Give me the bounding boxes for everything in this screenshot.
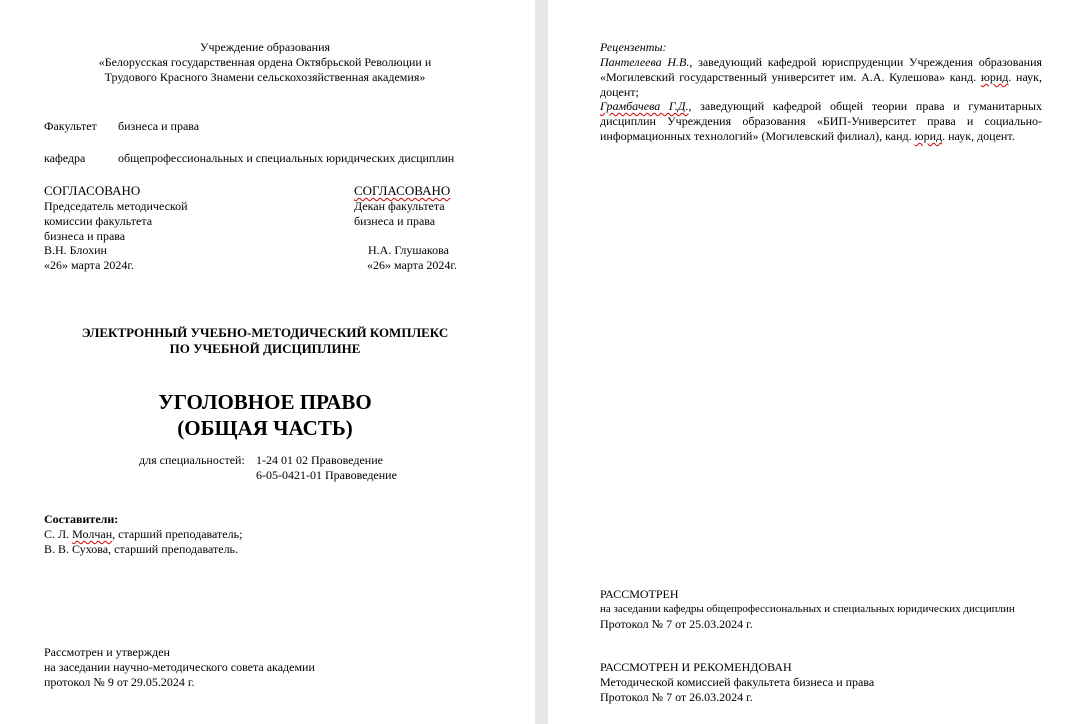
department-value: общепрофессиональных и специальных юридических дисциплин (118, 151, 455, 165)
approval-right-heading: СОГЛАСОВАНО (354, 183, 451, 198)
institution-line-2: «Белорусская государственная ордена Октябрьской Революции и (98, 55, 432, 69)
approved-line-2: на заседании научно-методического совета академии (44, 660, 315, 674)
document-page-right (548, 0, 1089, 724)
reviewers-heading: Рецензенты: (600, 40, 667, 54)
specialty-2: 6-05-0421-01 Правоведение (256, 468, 397, 482)
reviewer-2-degree: . наук, доцент. (942, 129, 1015, 143)
complex-title-line-1: ЭЛЕКТРОННЫЙ УЧЕБНО-МЕТОДИЧЕСКИЙ КОМПЛЕКС (81, 325, 449, 340)
approved-line-1: Рассмотрен и утвержден (44, 645, 170, 659)
reviewer-1-name: Пантелеева Н.В. (600, 55, 690, 69)
reviewer-2-position: , заведующий кафедрой общей теории права и гуманитарных дисциплин Учреждения образования «БИП-Университет права и социально-информационных технологий» (Могилевский филиал), канд. (600, 99, 1042, 143)
institution-line-1: Учреждение образования (199, 40, 331, 54)
considered-line-2: Протокол № 7 от 25.03.2024 г. (600, 617, 753, 631)
approval-left-line-1: Председатель методической (44, 199, 188, 213)
approval-left-heading: СОГЛАСОВАНО (44, 183, 141, 198)
author-1-position: , старший преподаватель; (112, 527, 243, 541)
approval-right-line-1: Декан факультета (354, 199, 445, 213)
author-1-surname: Молчан (72, 527, 113, 541)
approved-line-3: протокол № 9 от 29.05.2024 г. (44, 675, 195, 689)
reviewer-1 (600, 55, 1042, 100)
reviewer-1-degree-abbr: юрид (980, 70, 1009, 84)
recommended-line-1: Методической комиссией факультета бизнеса и права (600, 675, 875, 689)
approval-left-name: В.Н. Блохин (44, 243, 107, 257)
discipline-title-line-1: УГОЛОВНОЕ ПРАВО (158, 390, 372, 414)
approval-right-name: Н.А. Глушакова (368, 243, 449, 257)
approval-left-line-2: комиссии факультета (44, 214, 153, 228)
author-1 (44, 527, 242, 542)
considered-line-1: на заседании кафедры общепрофессиональных и специальных юридических дисциплин (600, 603, 1015, 615)
reviewer-1-position: , заведующий кафедрой юриспруденции Учреждения образования «Могилевский государственный университет им. А.А. Кулешова» канд. (600, 55, 1043, 84)
considered-heading: РАССМОТРЕН (600, 587, 679, 601)
discipline-title-line-2: (ОБЩАЯ ЧАСТЬ) (177, 416, 353, 440)
reviewer-1-degree: . наук, доцент; (600, 70, 1043, 99)
reviewer-2 (600, 99, 1042, 144)
recommended-heading: РАССМОТРЕН И РЕКОМЕНДОВАН (600, 660, 792, 674)
approval-right-line-2: бизнеса и права (354, 214, 436, 228)
institution-line-3: Трудового Красного Знамени сельскохозяйственная академия» (104, 70, 426, 84)
reviewer-2-degree-abbr: юрид (914, 129, 943, 143)
complex-title-line-2: ПО УЧЕБНОЙ ДИСЦИПЛИНЕ (169, 341, 361, 356)
author-2: В. В. Сухова, старший преподаватель. (44, 542, 239, 556)
approval-left-date: «26» марта 2024г. (44, 258, 134, 272)
authors-heading: Составители: (44, 512, 119, 526)
faculty-label: Факультет (44, 119, 97, 133)
document-page-left (0, 0, 535, 724)
approval-left-line-3: бизнеса и права (44, 229, 126, 243)
author-1-initials: С. Л. (44, 527, 73, 541)
department-label: кафедра (44, 151, 86, 165)
recommended-line-2: Протокол № 7 от 26.03.2024 г. (600, 690, 753, 704)
approval-right-date: «26» марта 2024г. (367, 258, 457, 272)
reviewer-2-name: Грамбачева Г.Д. (600, 99, 689, 113)
faculty-value: бизнеса и права (118, 119, 200, 133)
specialties-label: для специальностей: (139, 453, 245, 467)
specialty-1: 1-24 01 02 Правоведение (256, 453, 383, 467)
